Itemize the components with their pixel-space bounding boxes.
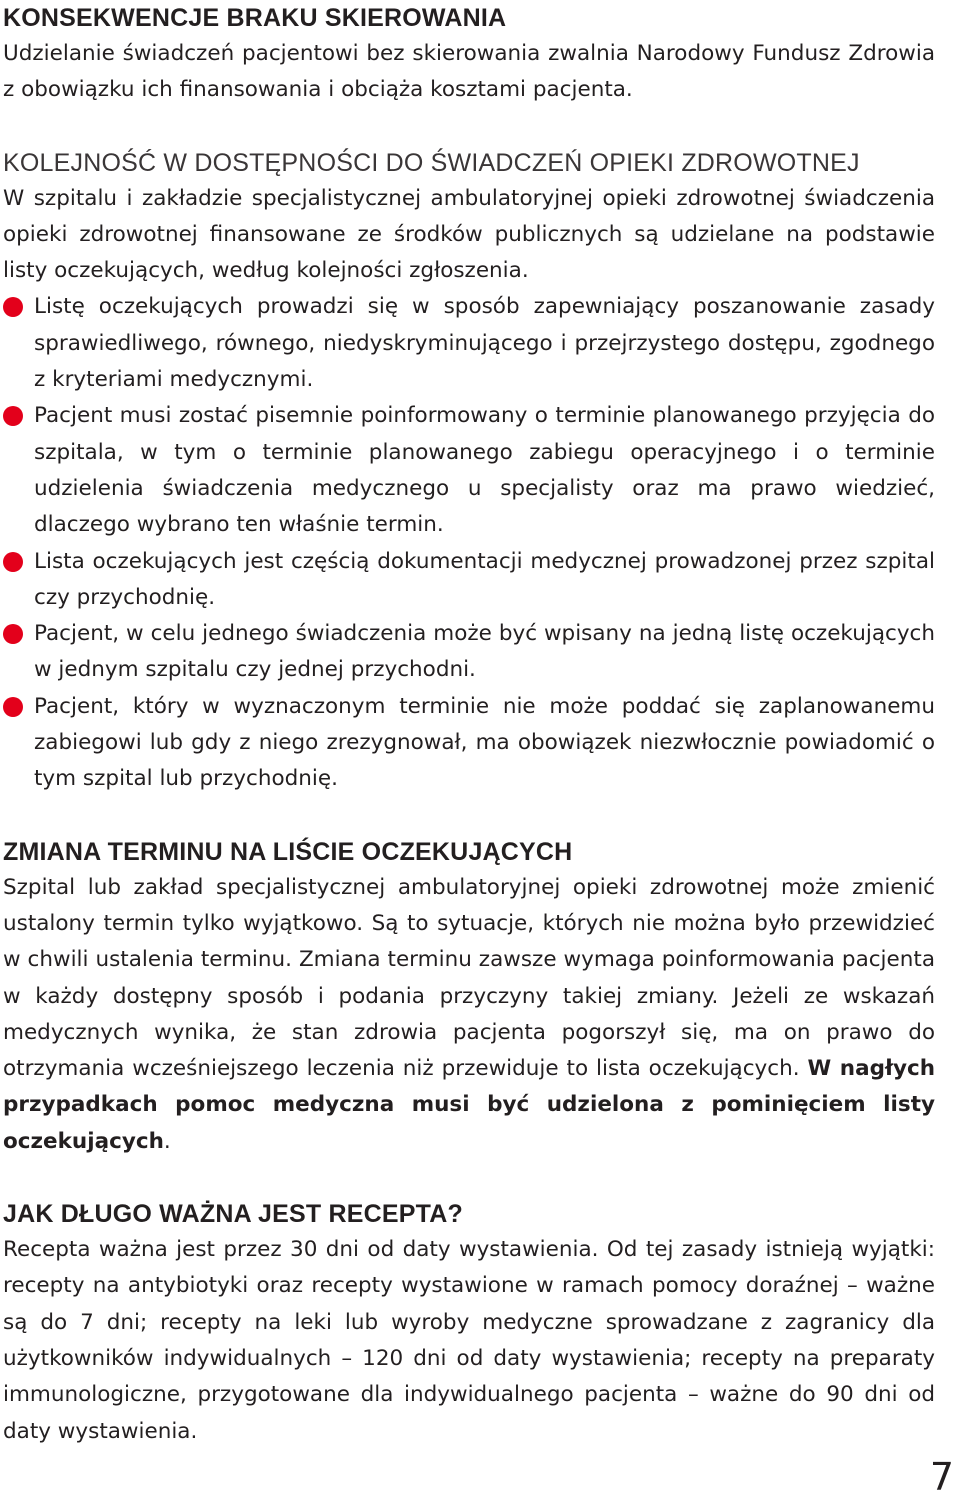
paragraph-end: . [163, 1128, 171, 1154]
section-paragraph: Recepta ważna jest przez 30 dni od daty wystawienia. Od tej zasady istnieją wyjątki: recepty na antybiotyki oraz recepty wystawione w ramach pomocy doraźnej – ważne są do 7 dni; recepty na leki lub wyroby medyczne sprowadzane z zagranicy dla użytkowników indywidualnych – 120 dni od daty wystawienia; recepty na preparaty immunologiczne, przygotowane dla indywidualnego pacjenta – ważne do 90 dni od daty wystawienia. [3, 1237, 935, 1444]
red-dot-icon [3, 624, 23, 644]
red-dot-icon [3, 697, 23, 717]
document-page [3, 0, 935, 1450]
section-paragraph: W szpitalu i zakładzie specjalistycznej ambulatoryjnej opieki zdrowotnej świadczenia opieki zdrowotnej finansowane ze środków publicznych są udzielane na podstawie listy oczekujących, według kolejności zgłoszenia. [3, 185, 935, 284]
section-recepta [3, 1196, 935, 1450]
list-item [3, 398, 935, 543]
red-dot-icon [3, 297, 23, 317]
paragraph-bold-text: W nagłych przypadkach pomoc medyczna musi być udzielona z pominięciem listy oczekujących [3, 1056, 936, 1154]
spacer [3, 109, 935, 145]
section-heading: KOLEJNOŚĆ W DOSTĘPNOŚCI DO ŚWIADCZEŃ OPIEKI ZDROWOTNEJ [3, 148, 860, 177]
list-item [3, 616, 935, 689]
page-number: 7 [929, 1455, 954, 1499]
list-item [3, 289, 935, 398]
list-item [3, 689, 935, 798]
section-paragraph: Udzielanie świadczeń pacjentowi bez skierowania zwalnia Narodowy Fundusz Zdrowia z obowiązku ich finansowania i obciąża kosztami pacjenta. [3, 41, 935, 103]
section-paragraph [3, 870, 935, 1160]
spacer [3, 1160, 935, 1196]
list-item-text: Pacjent, który w wyznaczonym terminie nie może poddać się zaplanowanemu zabiegowi lub gdy z niego zrezygnował, ma obowiązek niezwłocznie powiadomić o tym szpital lub przychodnię. [34, 693, 935, 792]
section-konsekwencje [3, 0, 935, 109]
section-heading: ZMIANA TERMINU NA LIŚCIE OCZEKUJĄCYCH [3, 837, 573, 866]
list-item-text: Pacjent, w celu jednego świadczenia może być wpisany na jedną listę oczekujących w jednym szpitalu czy jednej przychodni. [34, 621, 935, 683]
spacer [3, 798, 935, 834]
list-item-text: Lista oczekujących jest częścią dokumentacji medycznej prowadzonej przez szpital czy przychodnię. [34, 548, 935, 610]
red-dot-icon [3, 406, 23, 426]
section-heading: JAK DŁUGO WAŻNA JEST RECEPTA? [3, 1200, 463, 1229]
list-item-text: Pacjent musi zostać pisemnie poinformowany o terminie planowanego przyjęcia do szpitala, w tym o terminie planowanego zabiegu operacyjnego i o terminie udzielenia świadczenia medycznego u specjalisty oraz ma prawo wiedzieć, dlaczego wybrano ten właśnie termin. [34, 403, 935, 538]
section-kolejnosc [3, 145, 935, 798]
paragraph-text: Szpital lub zakład specjalistycznej ambulatoryjnej opieki zdrowotnej może zmienić ustalony termin tylko wyjątkowo. Są to sytuacje, których nie można było przewidzieć w chwili ustalenia terminu. Zmiana terminu zawsze wymaga poinformowania pacjenta w każdy dostępny sposób i podania przyczyny takiej zmiany. Jeżeli ze wskazań medycznych wynika, że stan zdrowia pacjenta pogorszył się, ma on prawo do otrzymania wcześniejszego leczenia niż przewiduje to lista oczekujących. [3, 874, 935, 1082]
section-zmiana [3, 834, 935, 1160]
list-item-text: Listę oczekujących prowadzi się w sposób zapewniający poszanowanie zasady sprawiedliwego, równego, niedyskryminującego i przejrzystego dostępu, zgodnego z kryteriami medycznymi. [34, 294, 935, 393]
bullet-list [3, 289, 935, 797]
section-heading: KONSEKWENCJE BRAKU SKIEROWANIA [3, 4, 507, 32]
list-item [3, 544, 935, 617]
red-dot-icon [3, 552, 23, 572]
